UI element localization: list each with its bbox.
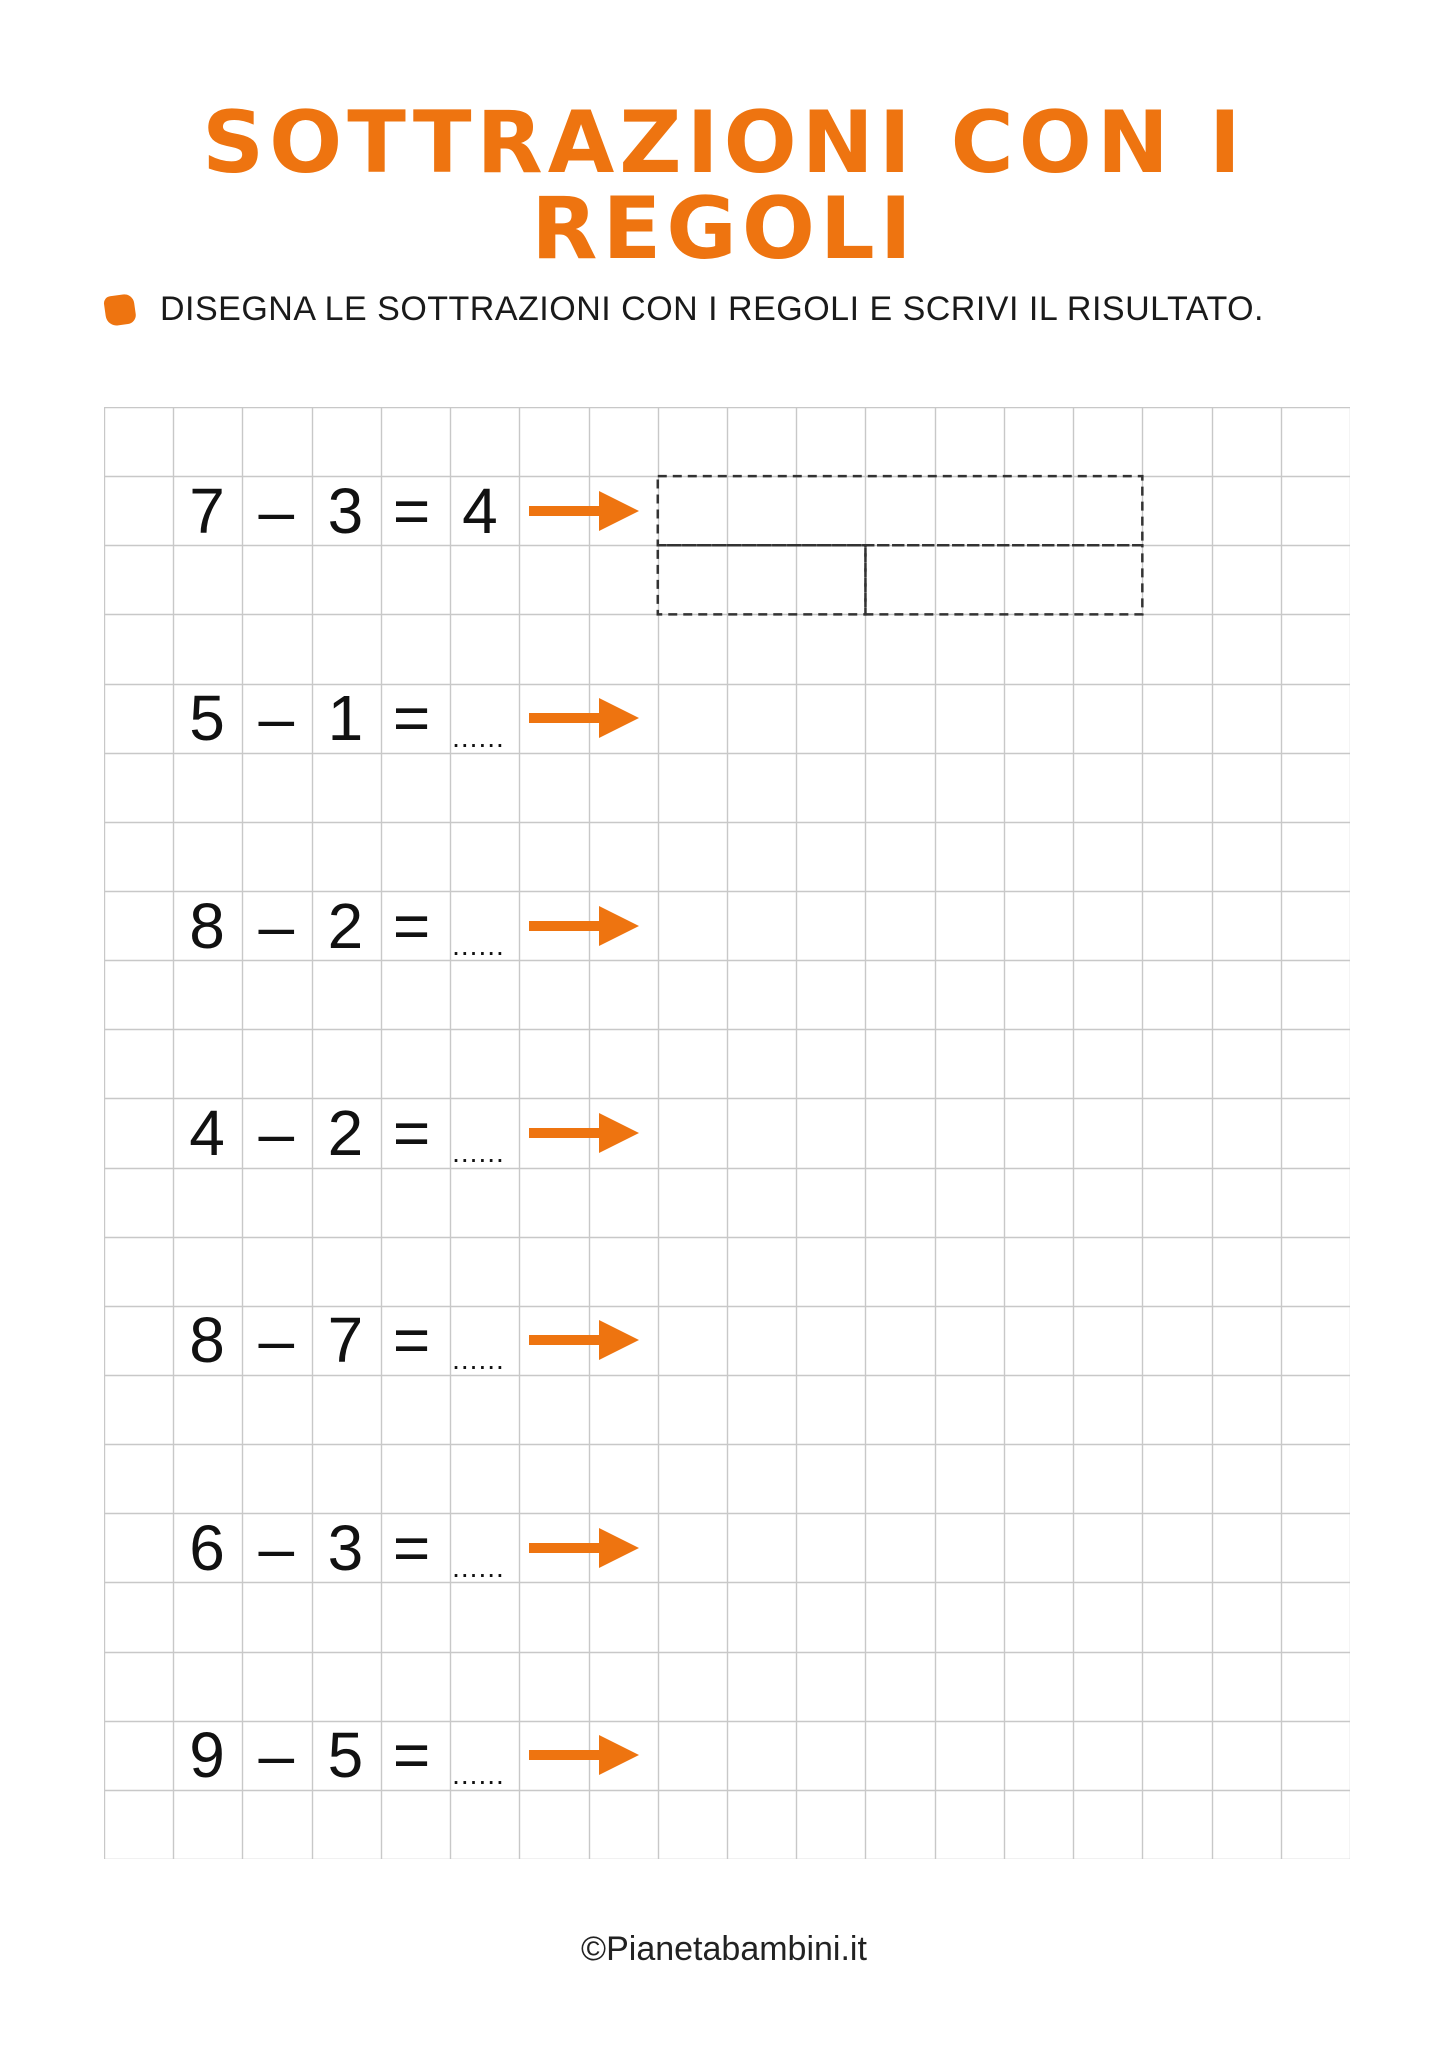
minus-sign: – [258, 1097, 295, 1169]
copyright-footer: ©Pianetabambini.it [581, 1930, 867, 1968]
minus-sign: – [258, 474, 295, 547]
subtrahend: 2 [327, 1097, 364, 1169]
answer-blank: ...... [452, 929, 505, 961]
arrow-right-icon [527, 695, 642, 741]
bullet-icon [103, 293, 137, 327]
answer-blank: ...... [452, 1344, 505, 1376]
answer-blank: ...... [452, 1759, 505, 1791]
answer: 4 [462, 474, 498, 547]
ruler-3-outline [658, 545, 866, 614]
subtrahend: 3 [327, 474, 364, 547]
minuend: 4 [189, 1097, 225, 1169]
equals-sign: = [392, 1511, 431, 1584]
minus-sign: – [258, 1719, 295, 1792]
equals-sign: = [392, 1304, 431, 1377]
answer-blank: ...... [452, 1137, 505, 1168]
page-title: SOTTRAZIONI CON I REGOLI [202, 93, 1246, 279]
minus-sign: – [258, 1304, 295, 1377]
answer-blank: ...... [452, 722, 505, 754]
subtrahend: 3 [327, 1511, 364, 1584]
minuend: 6 [189, 1511, 225, 1584]
subtrahend: 1 [327, 682, 364, 755]
arrow-right-icon [527, 1110, 642, 1156]
instruction [105, 290, 1264, 329]
minus-sign: – [258, 682, 295, 755]
subtrahend: 5 [327, 1719, 364, 1792]
equals-sign: = [392, 1097, 431, 1169]
minuend: 5 [189, 682, 225, 755]
equals-sign: = [392, 1719, 431, 1792]
equals-sign: = [392, 682, 431, 755]
minuend: 8 [189, 1304, 225, 1377]
answer-blank: ...... [452, 1551, 505, 1583]
ruler-7-outline [658, 476, 1143, 545]
minus-sign: – [258, 1511, 295, 1584]
minuend: 9 [189, 1719, 225, 1792]
arrow-right-icon [527, 903, 642, 949]
equals-sign: = [392, 474, 431, 547]
minuend: 8 [189, 889, 225, 962]
subtrahend: 7 [327, 1304, 364, 1377]
subtrahend: 2 [327, 889, 364, 962]
arrow-right-icon [527, 488, 642, 534]
minuend: 7 [189, 474, 225, 547]
arrow-right-icon [527, 1317, 642, 1363]
arrow-right-icon [527, 1525, 642, 1571]
arrow-right-icon [527, 1732, 642, 1778]
minus-sign: – [258, 889, 295, 962]
equals-sign: = [392, 889, 431, 962]
instruction-text: DISEGNA LE SOTTRAZIONI CON I REGOLI E SCRIVI IL RISULTATO. [160, 290, 1264, 328]
